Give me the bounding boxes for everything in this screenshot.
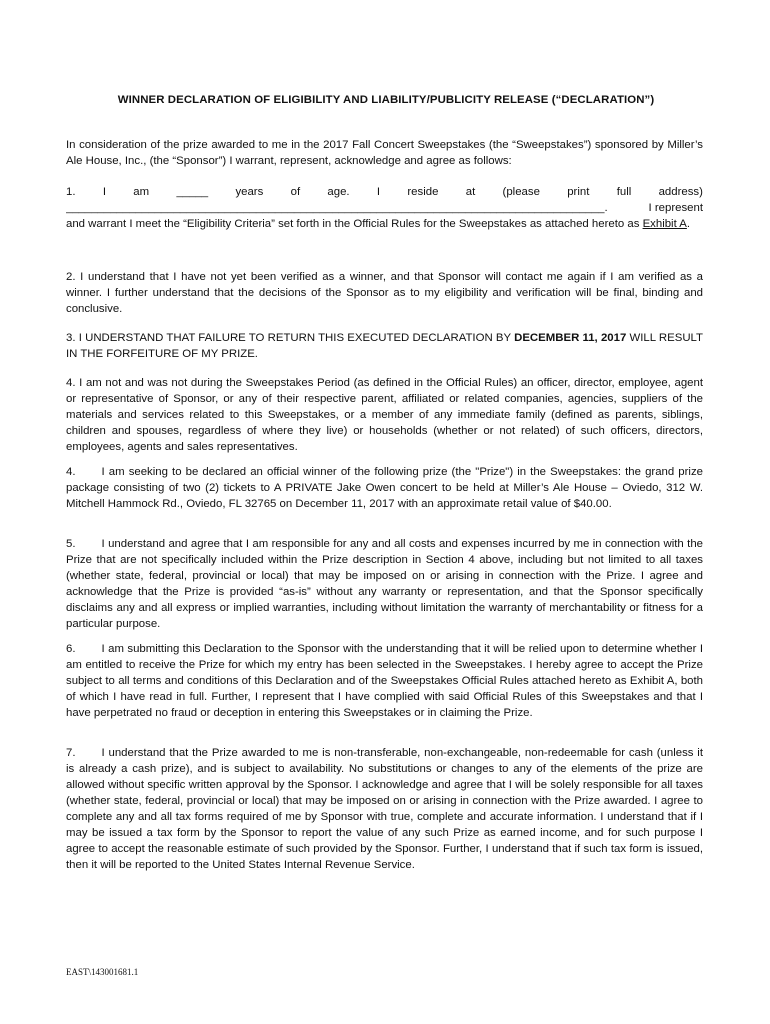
section-6 bbox=[66, 641, 703, 721]
word: I bbox=[102, 186, 106, 198]
section-1-line-3 bbox=[66, 216, 703, 232]
exhibit-a-link: Exhibit A bbox=[642, 218, 687, 230]
section-text: I am seeking to be declared an official winner of the following prize (the "Prize") in the Sweepstakes: the grand prize package consisting of two (2) tickets to A PRIVATE Jake Owen concert to be held at Miller’s Ale House – Oviedo, 312 W. Mitchell Hammock Rd., Oviedo, FL 32765 on December 11, 2017 with an approximate retail value of $40.00. bbox=[66, 466, 703, 510]
section-1-period: . bbox=[686, 218, 691, 230]
word: years bbox=[235, 186, 264, 198]
word: am bbox=[133, 186, 150, 198]
section-4-eligibility: 4. I am not and was not during the Sweepstakes Period (as defined in the Official Rules) an officer, director, employee, agent or representative of Sponsor, or any of their respective parent, affiliated or related companies, agencies, suppliers of the materials and services related to this Sweepstakes, or a member of any immediate family (defined as parents, siblings, children and spouses, regardless of where they live) or households (whether or not related) of such officers, directors, employees, agents and sales representatives. bbox=[66, 377, 703, 453]
word: 1. bbox=[66, 186, 76, 198]
section-number: 6. bbox=[66, 643, 76, 655]
word: full bbox=[616, 186, 632, 198]
section-1 bbox=[66, 184, 703, 232]
section-1-rest: and warrant I meet the “Eligibility Criteria” set forth in the Official Rules for the Sweepstakes as attached hereto as bbox=[66, 218, 643, 230]
word: address) bbox=[658, 186, 703, 198]
word: (please bbox=[502, 186, 540, 198]
section-text: I understand that the Prize awarded to me is non-transferable, non-exchangeable, non-redeemable for cash (unless it is already a cash prize), and is subject to availability. No substitutions or changes to any of the elements of the prize are allowed without specific written approval by the Sponsor. I acknowledge and agree that I will be solely responsible for all taxes (whether state, federal, provincial or local) that may be imposed on or arising in connection with the Prize awarded. I agree to complete any and all tax forms required of me by Sponsor with true, complete and accurate information. I understand that if I may be issued a tax form by the Sponsor to report the value of any such Prize as earned income, and for such purpose I agree to accept the reasonable estimate of such provided by the Sponsor. Further, I understand that if such tax form is issued, then it will be reported to the United States Internal Revenue Service. bbox=[66, 747, 703, 871]
section-text: I am submitting this Declaration to the Sponsor with the understanding that it will be relied upon to determine whether I am entitled to receive the Prize for which my entry has been selected in the Sweepstakes. I hereby agree to accept the Prize subject to all terms and conditions of this Declaration and of the Sweepstakes Official Rules attached hereto as Exhibit A, both of which I have read in full. Further, I represent that I have complied with said Official Rules of this Sweepstakes and that I have perpetrated no fraud or deception in entering this Sweepstakes or in claiming the Prize. bbox=[66, 643, 703, 719]
section-number: 4. bbox=[66, 466, 76, 478]
word: of bbox=[290, 186, 301, 198]
address-blank: _____________________________________________________________________________________. bbox=[66, 202, 608, 214]
intro-paragraph: In consideration of the prize awarded to me in the 2017 Fall Concert Sweepstakes (the “Sweepstakes”) sponsored by Miller’s Ale House, Inc., (the “Sponsor”) I warrant, represent, acknowledge and agree as follows: bbox=[66, 139, 703, 167]
section-number: 5. bbox=[66, 538, 76, 550]
document-id-footer: EAST\143001681.1 bbox=[66, 967, 139, 977]
word: I bbox=[376, 186, 381, 198]
section-7 bbox=[66, 745, 703, 873]
section-1-line-1 bbox=[66, 184, 703, 200]
section-number: 7. bbox=[66, 747, 76, 759]
word: at bbox=[465, 186, 476, 198]
age-blank: _____ bbox=[176, 186, 209, 198]
represent-text: I represent bbox=[648, 202, 703, 214]
deadline-date: DECEMBER 11, 2017 bbox=[514, 332, 627, 344]
section-1-line-2 bbox=[66, 200, 703, 216]
section-4-prize bbox=[66, 464, 703, 512]
section-5 bbox=[66, 536, 703, 632]
section-text: I understand and agree that I am responsible for any and all costs and expenses incurred by me in connection with the Prize that are not specifically included within the Prize description in Section 4 above, including but not limited to all taxes (whether state, federal, provincial or local) that may be imposed on or arising in connection with the Prize. I agree and acknowledge that the Prize is provided “as-is” without any warranty or representation, and that the Sponsor specifically disclaims any and all express or implied warranties, including without limitation the warranty of merchantability or fitness for a particular purpose. bbox=[66, 538, 703, 630]
document-title: WINNER DECLARATION OF ELIGIBILITY AND LIABILITY/PUBLICITY RELEASE (“DECLARATION”) bbox=[117, 94, 655, 106]
word: print bbox=[567, 186, 590, 198]
word: age. bbox=[327, 186, 350, 198]
section-3-text-end: WILL RESULT IN THE FORFEITURE OF MY PRIZE. bbox=[66, 332, 703, 360]
word: reside bbox=[407, 186, 439, 198]
section-3-text: 3. I UNDERSTAND THAT FAILURE TO RETURN THIS EXECUTED DECLARATION BY bbox=[66, 332, 515, 344]
section-3 bbox=[66, 330, 703, 362]
section-2: 2. I understand that I have not yet been verified as a winner, and that Sponsor will contact me again if I am verified as a winner. I further understand that the decisions of the Sponsor as to my eligibility and verification will be final, binding and conclusive. bbox=[66, 271, 703, 315]
